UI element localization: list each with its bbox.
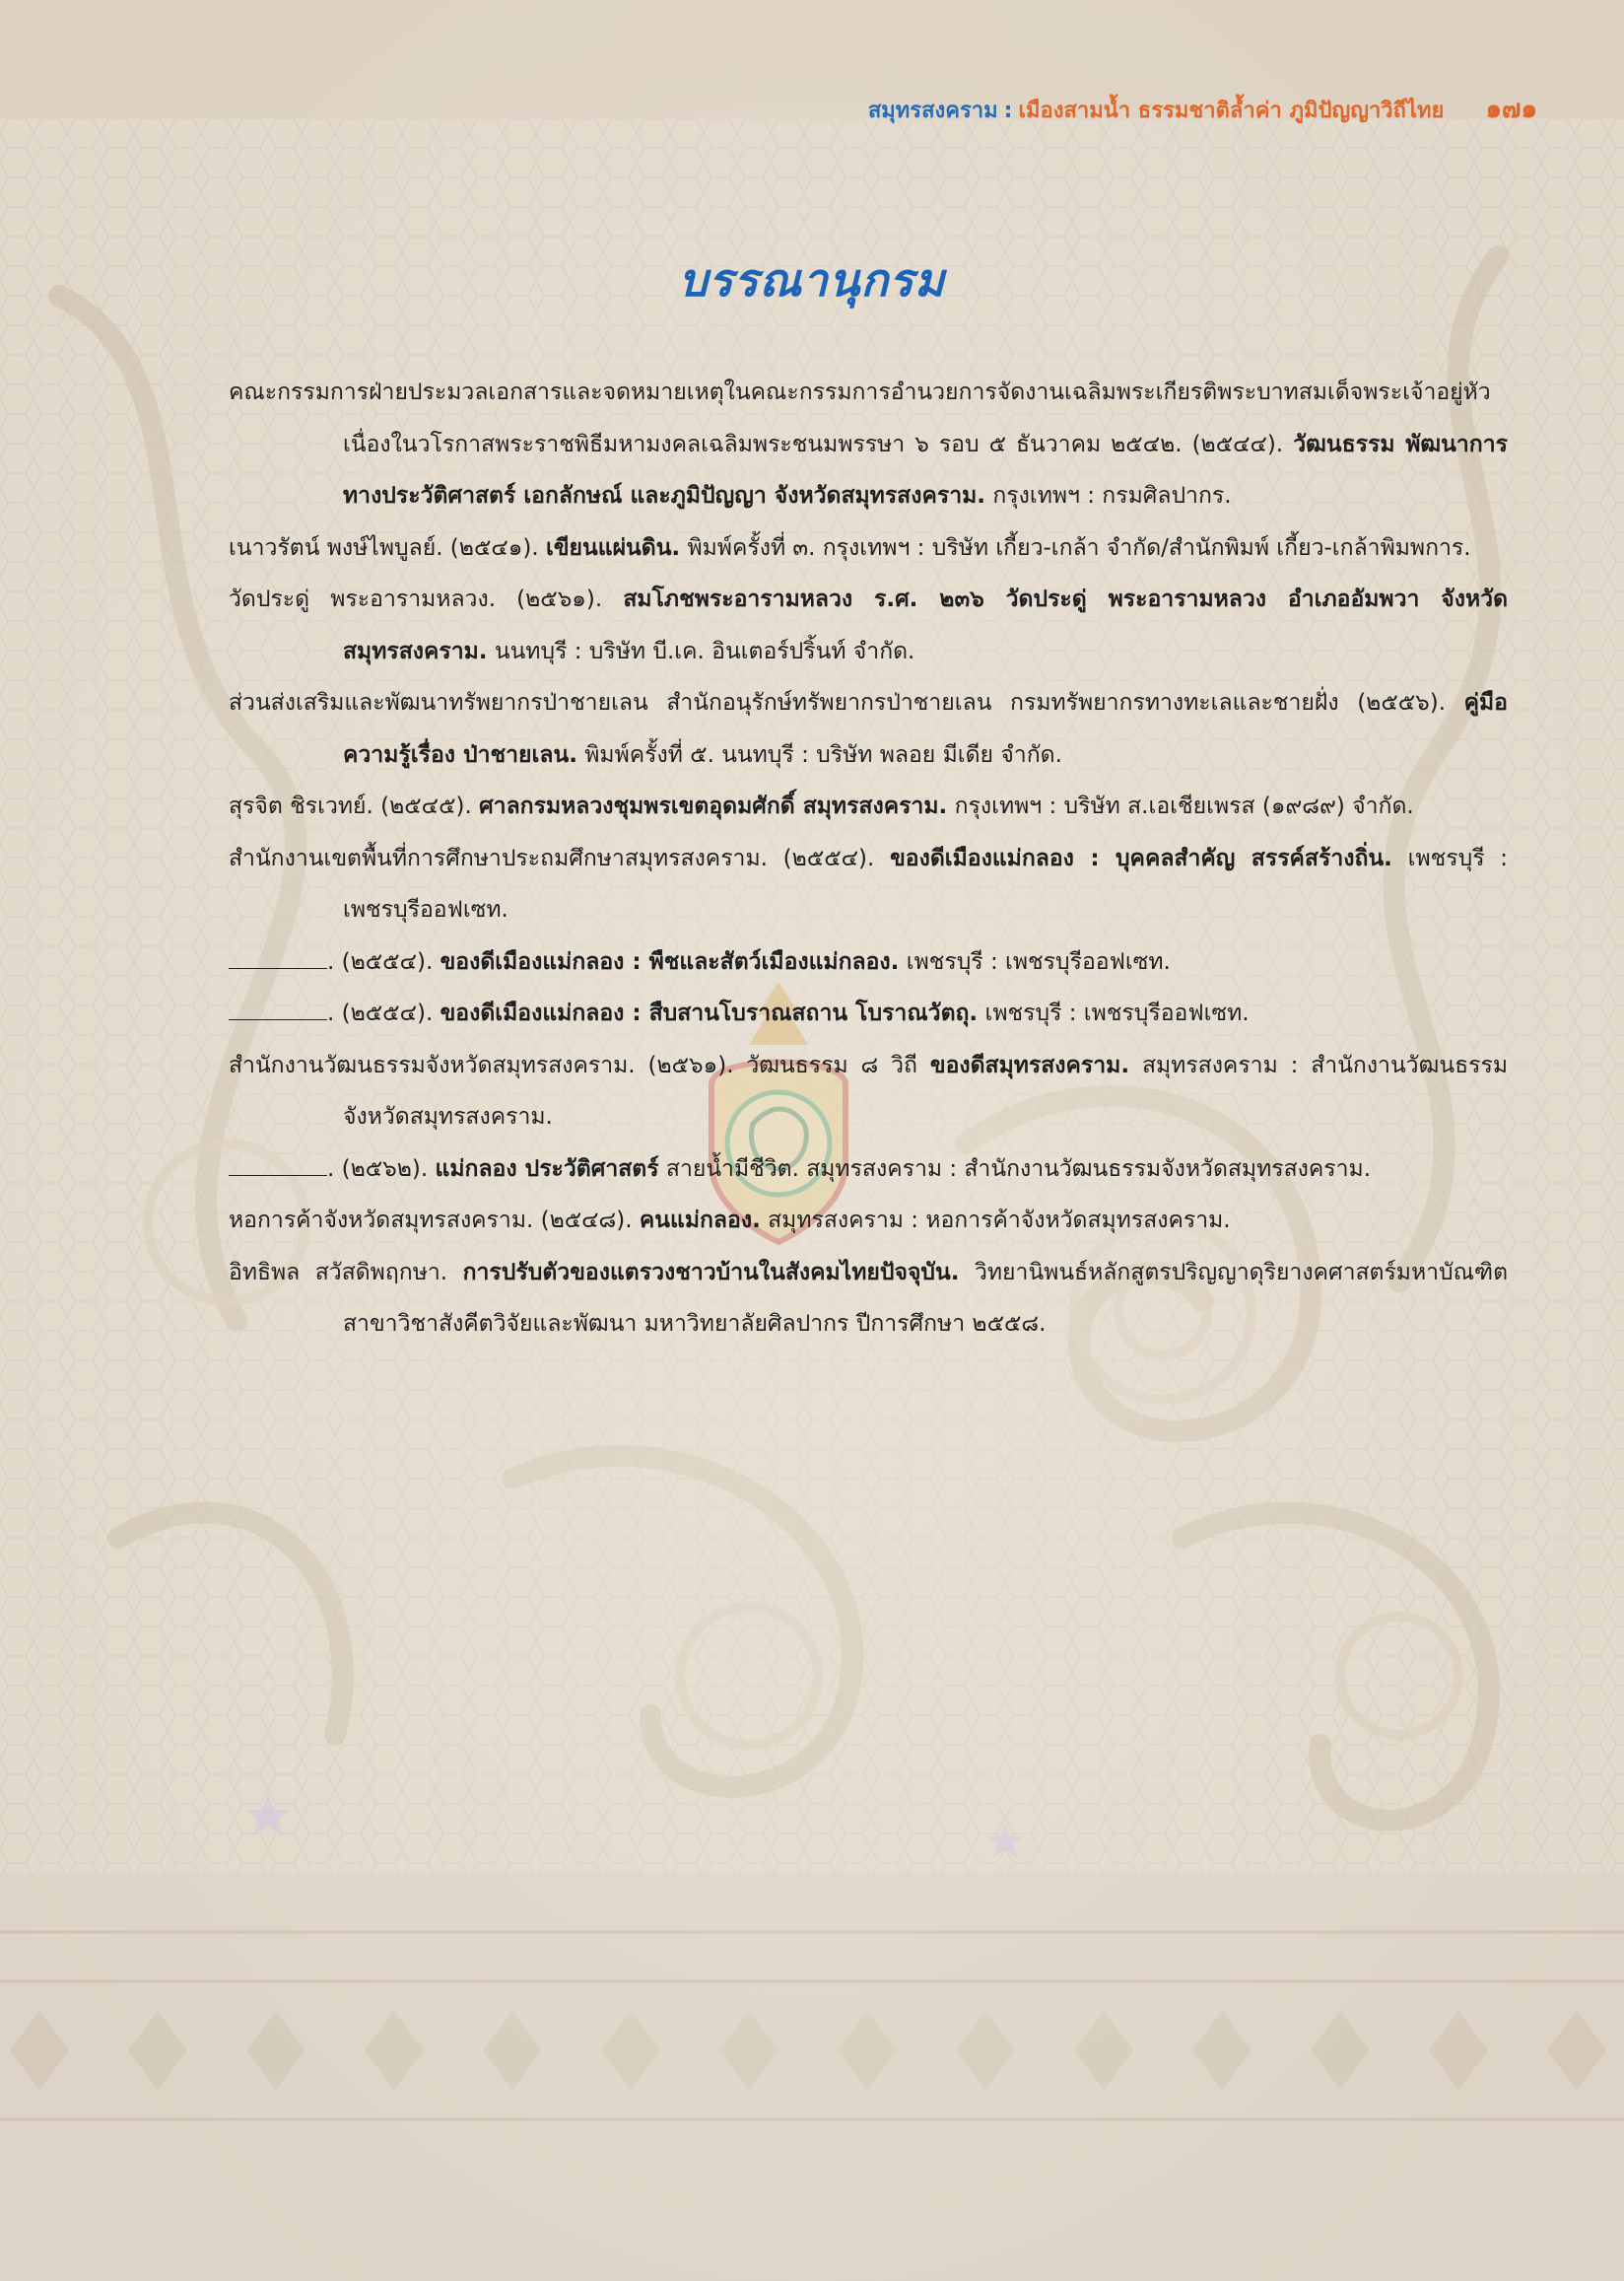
reference-author-year: สำนักงานวัฒนธรรมจังหวัดสมุทรสงคราม. (๒๕๖๑). วัฒนธรรม ๘ วิถี: [229, 1052, 917, 1078]
reference-publisher: นนทบุรี : บริษัท บี.เค. อินเตอร์ปริ้นท์ จำกัด.: [494, 638, 915, 664]
reference-title: แม่กลอง ประวัติศาสตร์: [435, 1155, 659, 1182]
reference-author-year: . (๒๕๖๒).: [327, 1155, 429, 1182]
reference-author-year: . (๒๕๕๔).: [327, 1001, 434, 1026]
reference-title: การปรับตัวของแตรวงชาวบ้านในสังคมไทยปัจจุบัน.: [462, 1259, 960, 1285]
reference-title: เขียนแผ่นดิน.: [545, 534, 681, 561]
reference-author-year: หอการค้าจังหวัดสมุทรสงคราม. (๒๕๔๘).: [229, 1208, 633, 1233]
reference-title: ศาลกรมหลวงชุมพรเขตอุดมศักดิ์ สมุทรสงคราม.: [479, 794, 948, 819]
header-separator: :: [1003, 99, 1013, 123]
reference-entry: [229, 574, 1508, 677]
header-subtitle: เมืองสามน้ำ ธรรมชาติล้ำค่า ภูมิปัญญาวิถีไทย: [1018, 99, 1445, 123]
reference-entry: [229, 833, 1508, 936]
reference-author-year: เนาวรัตน์ พงษ์ไพบูลย์. (๒๕๔๑).: [229, 534, 539, 561]
repeated-author-line: [229, 1153, 327, 1176]
reference-publisher: เพชรบุรี : เพชรบุรีออฟเซท.: [984, 1001, 1250, 1026]
repeated-author-line: [229, 998, 327, 1020]
reference-entry: [229, 522, 1508, 575]
header-book-title: สมุทรสงคราม: [867, 99, 998, 123]
reference-publisher: เพชรบุรี : เพชรบุรีออฟเซท.: [343, 845, 1509, 923]
reference-title: คู่มือความรู้เรื่อง ป่าชายเลน.: [343, 690, 1508, 768]
reference-author-year: คณะกรรมการฝ่ายประมวลเอกสารและจดหมายเหตุในคณะกรรมการอำนวยการจัดงานเฉลิมพระเกียรติพระบาทสมเด็จพระเจ้าอยู่หัว เนื่องในวโรกาสพระราชพิธีมหามงคลเฉลิมพระชนมพรรษา ๖ รอบ ๕ ธันวาคม ๒๕๔๒. (๒๕๔๔).: [229, 380, 1491, 457]
reference-publisher: สมุทรสงคราม : หอการค้าจังหวัดสมุทรสงคราม.: [768, 1208, 1231, 1233]
repeated-author-line: [229, 946, 327, 969]
reference-author-year: สำนักงานเขตพื้นที่การศึกษาประถมศึกษาสมุทรสงคราม. (๒๕๕๔).: [229, 845, 875, 871]
page-number: ๑๗๑: [1485, 95, 1537, 124]
reference-entry: [229, 936, 1508, 989]
reference-title: ของดีเมืองแม่กลอง : สืบสานโบราณสถาน โบราณวัตถุ.: [440, 1001, 979, 1026]
reference-entry: [229, 367, 1508, 522]
reference-author-year: อิทธิพล สวัสดิพฤกษา.: [229, 1259, 448, 1285]
reference-entry: [229, 781, 1508, 833]
reference-publisher: สายน้ำมีชีวิต. สมุทรสงคราม : สำนักงานวัฒนธรรมจังหวัดสมุทรสงคราม.: [665, 1155, 1372, 1182]
reference-publisher: พิมพ์ครั้งที่ ๕. นนทบุรี : บริษัท พลอย มีเดีย จำกัด.: [584, 741, 1062, 768]
reference-author-year: ส่วนส่งเสริมและพัฒนาทรัพยากรป่าชายเลน สำนักอนุรักษ์ทรัพยากรป่าชายเลน กรมทรัพยากรทางทะเลและชายฝั่ง (๒๕๕๖).: [229, 690, 1447, 716]
reference-entry: [229, 677, 1508, 781]
reference-title: คนแม่กลอง.: [639, 1208, 761, 1233]
reference-entry: [229, 988, 1508, 1040]
reference-entry: [229, 1247, 1508, 1350]
reference-publisher: วิทยานิพนธ์หลักสูตรปริญญาดุริยางคศาสตร์มหาบัณฑิต สาขาวิชาสังคีตวิจัยและพัฒนา มหาวิทยาลัยศิลปากร ปีการศึกษา ๒๕๕๘.: [343, 1259, 1509, 1337]
reference-title: สมโภชพระอารามหลวง ร.ศ. ๒๓๖ วัดประดู่ พระอารามหลวง อำเภออัมพวา จังหวัดสมุทรสงคราม.: [343, 587, 1508, 664]
reference-entry: [229, 1195, 1508, 1247]
running-header: [0, 89, 1537, 129]
reference-entry: [229, 1040, 1508, 1143]
reference-entry: [229, 1143, 1508, 1196]
reference-publisher: กรุงเทพฯ : บริษัท ส.เอเชียเพรส (๑๙๘๙) จำกัด.: [954, 794, 1414, 819]
reference-author-year: . (๒๕๕๔).: [327, 948, 434, 975]
reference-author-year: สุรจิต ชิรเวทย์. (๒๕๔๕).: [229, 794, 472, 819]
reference-publisher: สมุทรสงคราม : สำนักงานวัฒนธรรมจังหวัดสมุทรสงคราม.: [343, 1052, 1509, 1130]
reference-publisher: เพชรบุรี : เพชรบุรีออฟเซท.: [906, 948, 1171, 975]
reference-title: วัฒนธรรม พัฒนาการทางประวัติศาสตร์ เอกลักษณ์ และภูมิปัญญา จังหวัดสมุทรสงคราม.: [343, 431, 1509, 509]
reference-publisher: พิมพ์ครั้งที่ ๓. กรุงเทพฯ : บริษัท เกี้ยว-เกล้า จำกัด/สำนักพิมพ์ เกี้ยว-เกล้าพิมพการ.: [687, 534, 1471, 561]
reference-title: ของดีสมุทรสงคราม.: [929, 1052, 1130, 1078]
bibliography-list: [229, 367, 1508, 1350]
reference-author-year: วัดประดู่ พระอารามหลวง. (๒๕๖๑).: [229, 587, 603, 612]
page-title: บรรณานุกรม: [678, 253, 946, 307]
reference-title: ของดีเมืองแม่กลอง : บุคคลสำคัญ สรรค์สร้างถิ่น.: [890, 845, 1392, 871]
reference-publisher: กรุงเทพฯ : กรมศิลปากร.: [992, 483, 1232, 509]
reference-title: ของดีเมืองแม่กลอง : พืชและสัตว์เมืองแม่กลอง.: [440, 948, 900, 975]
